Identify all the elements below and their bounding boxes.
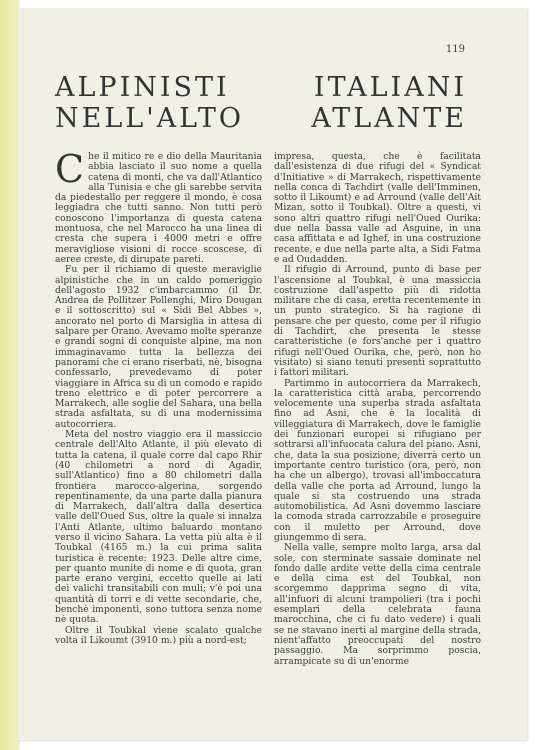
paragraph: Meta del nostro viaggio era il massiccio centrale dell'Alto Atlante, il più elevato di tutta la catena, il quale corre dal capo Rhir (40 chilometri a nord di Agadir, sull'Atlantico) fino a 80 chilometri dalla frontiera marocco-algerina, sorgendo repentinamente, da una parte dalla pianura di Marrakech, dall'altra dalla desertica valle dell'Oued Sus, oltre la quale si innalza l'Anti Atlante, ultimo baluardo montano verso il vicino Sahara. La vetta più alta è il Toubkal (4165 m.) la cui prima salita turistica è recente: 1923. Delle altre cime, per quanto munite di nome e di quota, gran parte erano vergini, eccetto quelle ai lati dei valichi transitabili con muli; v'è poi una quantità di torri e di vette secondarie, che, benchè imponenti, sono tuttora senza nome nè quota. xyxy=(55,429,262,626)
article-title-line-1 xyxy=(55,72,467,103)
title-word: ITALIANI xyxy=(313,72,467,103)
title-word: ALPINISTI xyxy=(55,72,230,103)
article-title-line-2 xyxy=(55,103,467,134)
title-word: ATLANTE xyxy=(311,103,467,134)
title-word: NELL'ALTO xyxy=(55,103,244,134)
paragraph: Nella valle, sempre molto larga, arsa dal sole, con sterminate sassaie dominate nel fondo dalle ardite vette della cima centrale e della cima est del Toubkal, non scorgemmo dapprima segno di vita, all'infuori di alcuni trampolieri (tra i pochi esemplari della celebrata fauna marocchina, che ci fu dato vedere) i quali se ne stavano inerti al margine della strada, nient'affatto preoccupati del nostro passaggio. Ma sorprimmo poscia, arrampicate su di un'enorme xyxy=(274,542,481,667)
text-column-right xyxy=(274,152,481,667)
book-spine-edge xyxy=(0,0,20,750)
paragraph: Partimmo in autocorriera da Marrakech, la caratteristica città araba, percorrendo velocemente una superba strada asfaltata fino ad Asni, che è la località di villeggiatura di Marrakech, dove le famiglie dei funzionari europei si rifugiano per sottrarsi all'infuocata calura del piano. Asni, che, data la sua posizione, diverrà certo un importante centro turistico (ora, però, non ha che un albergo), trovasi all'imboccatura della valle che porta ad Arround, lungo la quale si sta costruendo una strada automobilistica. Ad Asni dovemmo lasciare la comoda strada carrozzabile e proseguire con il muletto per Arround, dove giungemmo di sera. xyxy=(274,377,481,543)
drop-cap: C xyxy=(55,147,85,191)
paragraph: Che il mitico re e dio della Mauritania abbia lasciato il suo nome a quella catena di monti, che va dall'Atlantico alla Tunisia e che gli sarebbe servita da piedestallo per reggere il mondo, è cosa leggiadra che tutti sanno. Non tutti però conoscono l'importanza di questa catena montuosa, che nel Marocco ha una linea di cresta che supera i 4000 metri e offre meravigliose visioni di rocce scoscese, di aeree creste, di dirupate pareti. xyxy=(55,147,262,265)
paragraph: Fu per il richiamo di queste meraviglie alpinistiche che in un caldo pomeriggio dell'agosto 1932 c'imbarcammo (il Dr. Andrea de Pollitzer Pollenghi, Miro Dougan e il sottoscritto) sul « Sidi Bel Abbes », ancorato nel porto di Marsiglia in attesa di salpare per Orano. Avevamo molte speranze e grandi sogni di conquiste alpine, ma non immaginavamo tutta la bellezza dei panorami che ci erano riserbati, nè, bisogna confessarlo, prevedevamo di poter viaggiare in Africa su di un comodo e rapido treno elettrico e di poter percorrere a Marrakech, alle soglie del Sahara, una bella strada asfaltata, su di una modernissima autocorriera. xyxy=(55,264,262,430)
paragraph: impresa, questa, che è facilitata dall'esistenza di due rifugi del « Syndicat d'Initiative » di Marrakech, rispettivamente nella conca di Tachdirt (valle dell'Imminen, sotto il Likoumt) e ad Arround (valle dell'Ait Mizan, sotto il Toubkal). Oltre a questi, vi sono altri quattro rifugi nell'Oued Ourika: due nella bassa valle ad Asguine, in una casa affittata e ad Ighef, in una costruzione recente, e due nella parte alta, a Sidi Fatma e ad Oudadden. xyxy=(274,151,481,265)
paragraph: Il rifugio di Arround, punto di base per l'ascensione al Toubkal, è una massiccia costruzione dall'aspetto più di ridotta militare che di casa, eretta recentemente in un punto strategico. Si ha ragione di pensare che per questo, come per il rifugio di Tachdirt, che presenta le stesse caratteristiche (e fors'anche per i quattro rifugi nell'Oued Ourika, che, però, non ho visitato) si siano tenuti presenti soprattutto i fattori militari. xyxy=(274,264,481,379)
paragraph: Oltre il Toubkal viene scalato qualche volta il Likoumt (3910 m.) più a nord-est; xyxy=(55,624,262,646)
page-number: 119 xyxy=(445,44,465,55)
text-column-left xyxy=(55,147,262,646)
